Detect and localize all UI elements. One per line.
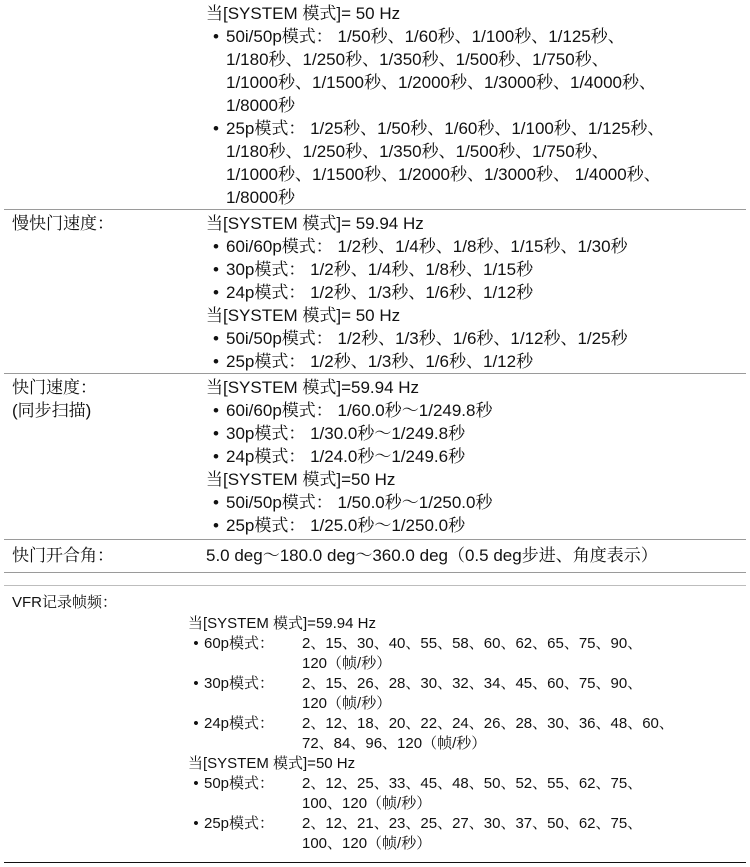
bullet-icon: • — [213, 493, 219, 512]
sync-scan-label-line1: 快门速度： — [12, 378, 97, 397]
slow-item — [206, 327, 746, 350]
bullet-icon: • — [193, 775, 199, 792]
bottom-rule — [4, 862, 746, 863]
sync-scan-label-line2: (同步扫描) — [12, 401, 92, 420]
system-mode-line: 当[SYSTEM 模式]=50 Hz — [188, 755, 356, 772]
vfr-values: 72、84、96、120（帧/秒） — [302, 735, 487, 752]
shutter-line: 1/8000秒 — [226, 96, 295, 115]
sync-item-text: 50i/50p模式： 1/50.0秒～1/250.0秒 — [226, 493, 493, 512]
slow-item-text: 25p模式： 1/2秒、1/3秒、1/6秒、1/12秒 — [226, 352, 534, 371]
vfr-mode: 50p模式： — [204, 775, 275, 792]
vfr-mode: 25p模式： — [204, 815, 275, 832]
slow-item — [206, 281, 746, 304]
vfr-label: VFR记录帧频： — [12, 594, 118, 611]
bullet-icon: • — [193, 675, 199, 692]
slow-item-text: 60i/60p模式： 1/2秒、1/4秒、1/8秒、1/15秒、1/30秒 — [226, 237, 628, 256]
system-mode-line: 当[SYSTEM 模式]= 50 Hz — [206, 306, 401, 325]
slow-item — [206, 258, 746, 281]
sync-item — [206, 445, 746, 468]
vfr-values: 120（帧/秒） — [302, 655, 392, 672]
shutter-angle-value: 5.0 deg～180.0 deg～360.0 deg（0.5 deg步进、角度表示） — [206, 546, 658, 565]
slow-item — [206, 350, 746, 373]
vfr-values: 2、12、21、23、25、27、30、37、50、62、75、 — [302, 815, 643, 832]
vfr-item — [188, 774, 744, 814]
shutter-line: 1/180秒、1/250秒、1/350秒、1/500秒、1/750秒、 — [226, 50, 609, 69]
bullet-icon: • — [213, 329, 219, 348]
slow-item-text: 30p模式： 1/2秒、1/4秒、1/8秒、1/15秒 — [226, 260, 534, 279]
sync-item-text: 30p模式： 1/30.0秒～1/249.8秒 — [226, 424, 466, 443]
vfr-values: 2、12、18、20、22、24、26、28、30、36、48、60、 — [302, 715, 674, 732]
sync-item — [206, 422, 746, 445]
sync-item-text: 25p模式： 1/25.0秒～1/250.0秒 — [226, 516, 466, 535]
bullet-icon: • — [213, 401, 219, 420]
bullet-icon: • — [213, 237, 219, 256]
vfr-mode: 30p模式： — [204, 675, 275, 692]
shutter-line: 1/180秒、1/250秒、1/350秒、1/500秒、1/750秒、 — [226, 142, 609, 161]
shutter-line: 1/1000秒、1/1500秒、1/2000秒、1/3000秒、 1/4000秒、 — [226, 165, 661, 184]
sync-item — [206, 491, 746, 514]
bullet-icon: • — [193, 815, 199, 832]
bullet-icon: • — [213, 447, 219, 466]
sync-scan-label — [12, 376, 97, 422]
vfr-item — [188, 674, 744, 714]
vfr-body — [188, 614, 744, 854]
shutter-item-50i50p — [206, 25, 746, 117]
vfr-item — [188, 634, 744, 674]
shutter-line: 1/1000秒、1/1500秒、1/2000秒、1/3000秒、1/4000秒、 — [226, 73, 656, 92]
vfr-mode: 60p模式： — [204, 635, 275, 652]
sync-item-text: 24p模式： 1/24.0秒～1/249.6秒 — [226, 447, 466, 466]
shutter-angle-body — [206, 544, 746, 567]
bullet-icon: • — [213, 260, 219, 279]
vfr-values: 100、120（帧/秒） — [302, 795, 432, 812]
shutter-angle-label: 快门开合角： — [12, 546, 114, 565]
vfr-values: 100、120（帧/秒） — [302, 835, 432, 852]
system-mode-line: 当[SYSTEM 模式]= 50 Hz — [206, 4, 401, 23]
sync-scan-body — [206, 376, 746, 537]
bullet-icon: • — [193, 715, 199, 732]
system-mode-line: 当[SYSTEM 模式]= 59.94 Hz — [206, 214, 424, 233]
slow-shutter-body — [206, 212, 746, 373]
bullet-icon: • — [213, 352, 219, 371]
slow-item-text: 24p模式： 1/2秒、1/3秒、1/6秒、1/12秒 — [226, 283, 534, 302]
shutter-angle-row — [4, 539, 746, 573]
bullet-icon: • — [213, 424, 219, 443]
bullet-icon: • — [213, 119, 219, 138]
system-mode-line: 当[SYSTEM 模式]=59.94 Hz — [206, 378, 420, 397]
vfr-mode: 24p模式： — [204, 715, 275, 732]
bullet-icon: • — [213, 516, 219, 535]
vfr-values: 2、12、25、33、45、48、50、52、55、62、75、 — [302, 775, 643, 792]
vfr-values: 2、15、26、28、30、32、34、45、60、75、90、 — [302, 675, 643, 692]
shutter-line: 25p模式： 1/25秒、1/50秒、1/60秒、1/100秒、1/125秒、 — [226, 119, 665, 138]
vfr-values: 2、15、30、40、55、58、60、62、65、75、90、 — [302, 635, 643, 652]
sync-item-text: 60i/60p模式： 1/60.0秒～1/249.8秒 — [226, 401, 493, 420]
bullet-icon: • — [193, 635, 199, 652]
shutter-speed-50hz-body — [206, 2, 746, 209]
slow-item — [206, 235, 746, 258]
shutter-line: 1/8000秒 — [226, 188, 295, 207]
slow-item-text: 50i/50p模式： 1/2秒、1/3秒、1/6秒、1/12秒、1/25秒 — [226, 329, 628, 348]
vfr-values: 120（帧/秒） — [302, 695, 392, 712]
shutter-speed-50hz-row — [4, 0, 746, 208]
bullet-icon: • — [213, 283, 219, 302]
system-mode-line: 当[SYSTEM 模式]=59.94 Hz — [188, 615, 376, 632]
bullet-icon: • — [213, 27, 219, 46]
sync-item — [206, 514, 746, 537]
sync-scan-row — [4, 373, 746, 539]
slow-shutter-label: 慢快门速度： — [12, 214, 114, 233]
vfr-item — [188, 714, 744, 754]
shutter-line: 50i/50p模式： 1/50秒、1/60秒、1/100秒、1/125秒、 — [226, 27, 625, 46]
vfr-item — [188, 814, 744, 854]
system-mode-line: 当[SYSTEM 模式]=50 Hz — [206, 470, 396, 489]
vfr-section — [4, 585, 746, 852]
shutter-item-25p — [206, 117, 746, 209]
sync-item — [206, 399, 746, 422]
slow-shutter-row — [4, 209, 746, 374]
